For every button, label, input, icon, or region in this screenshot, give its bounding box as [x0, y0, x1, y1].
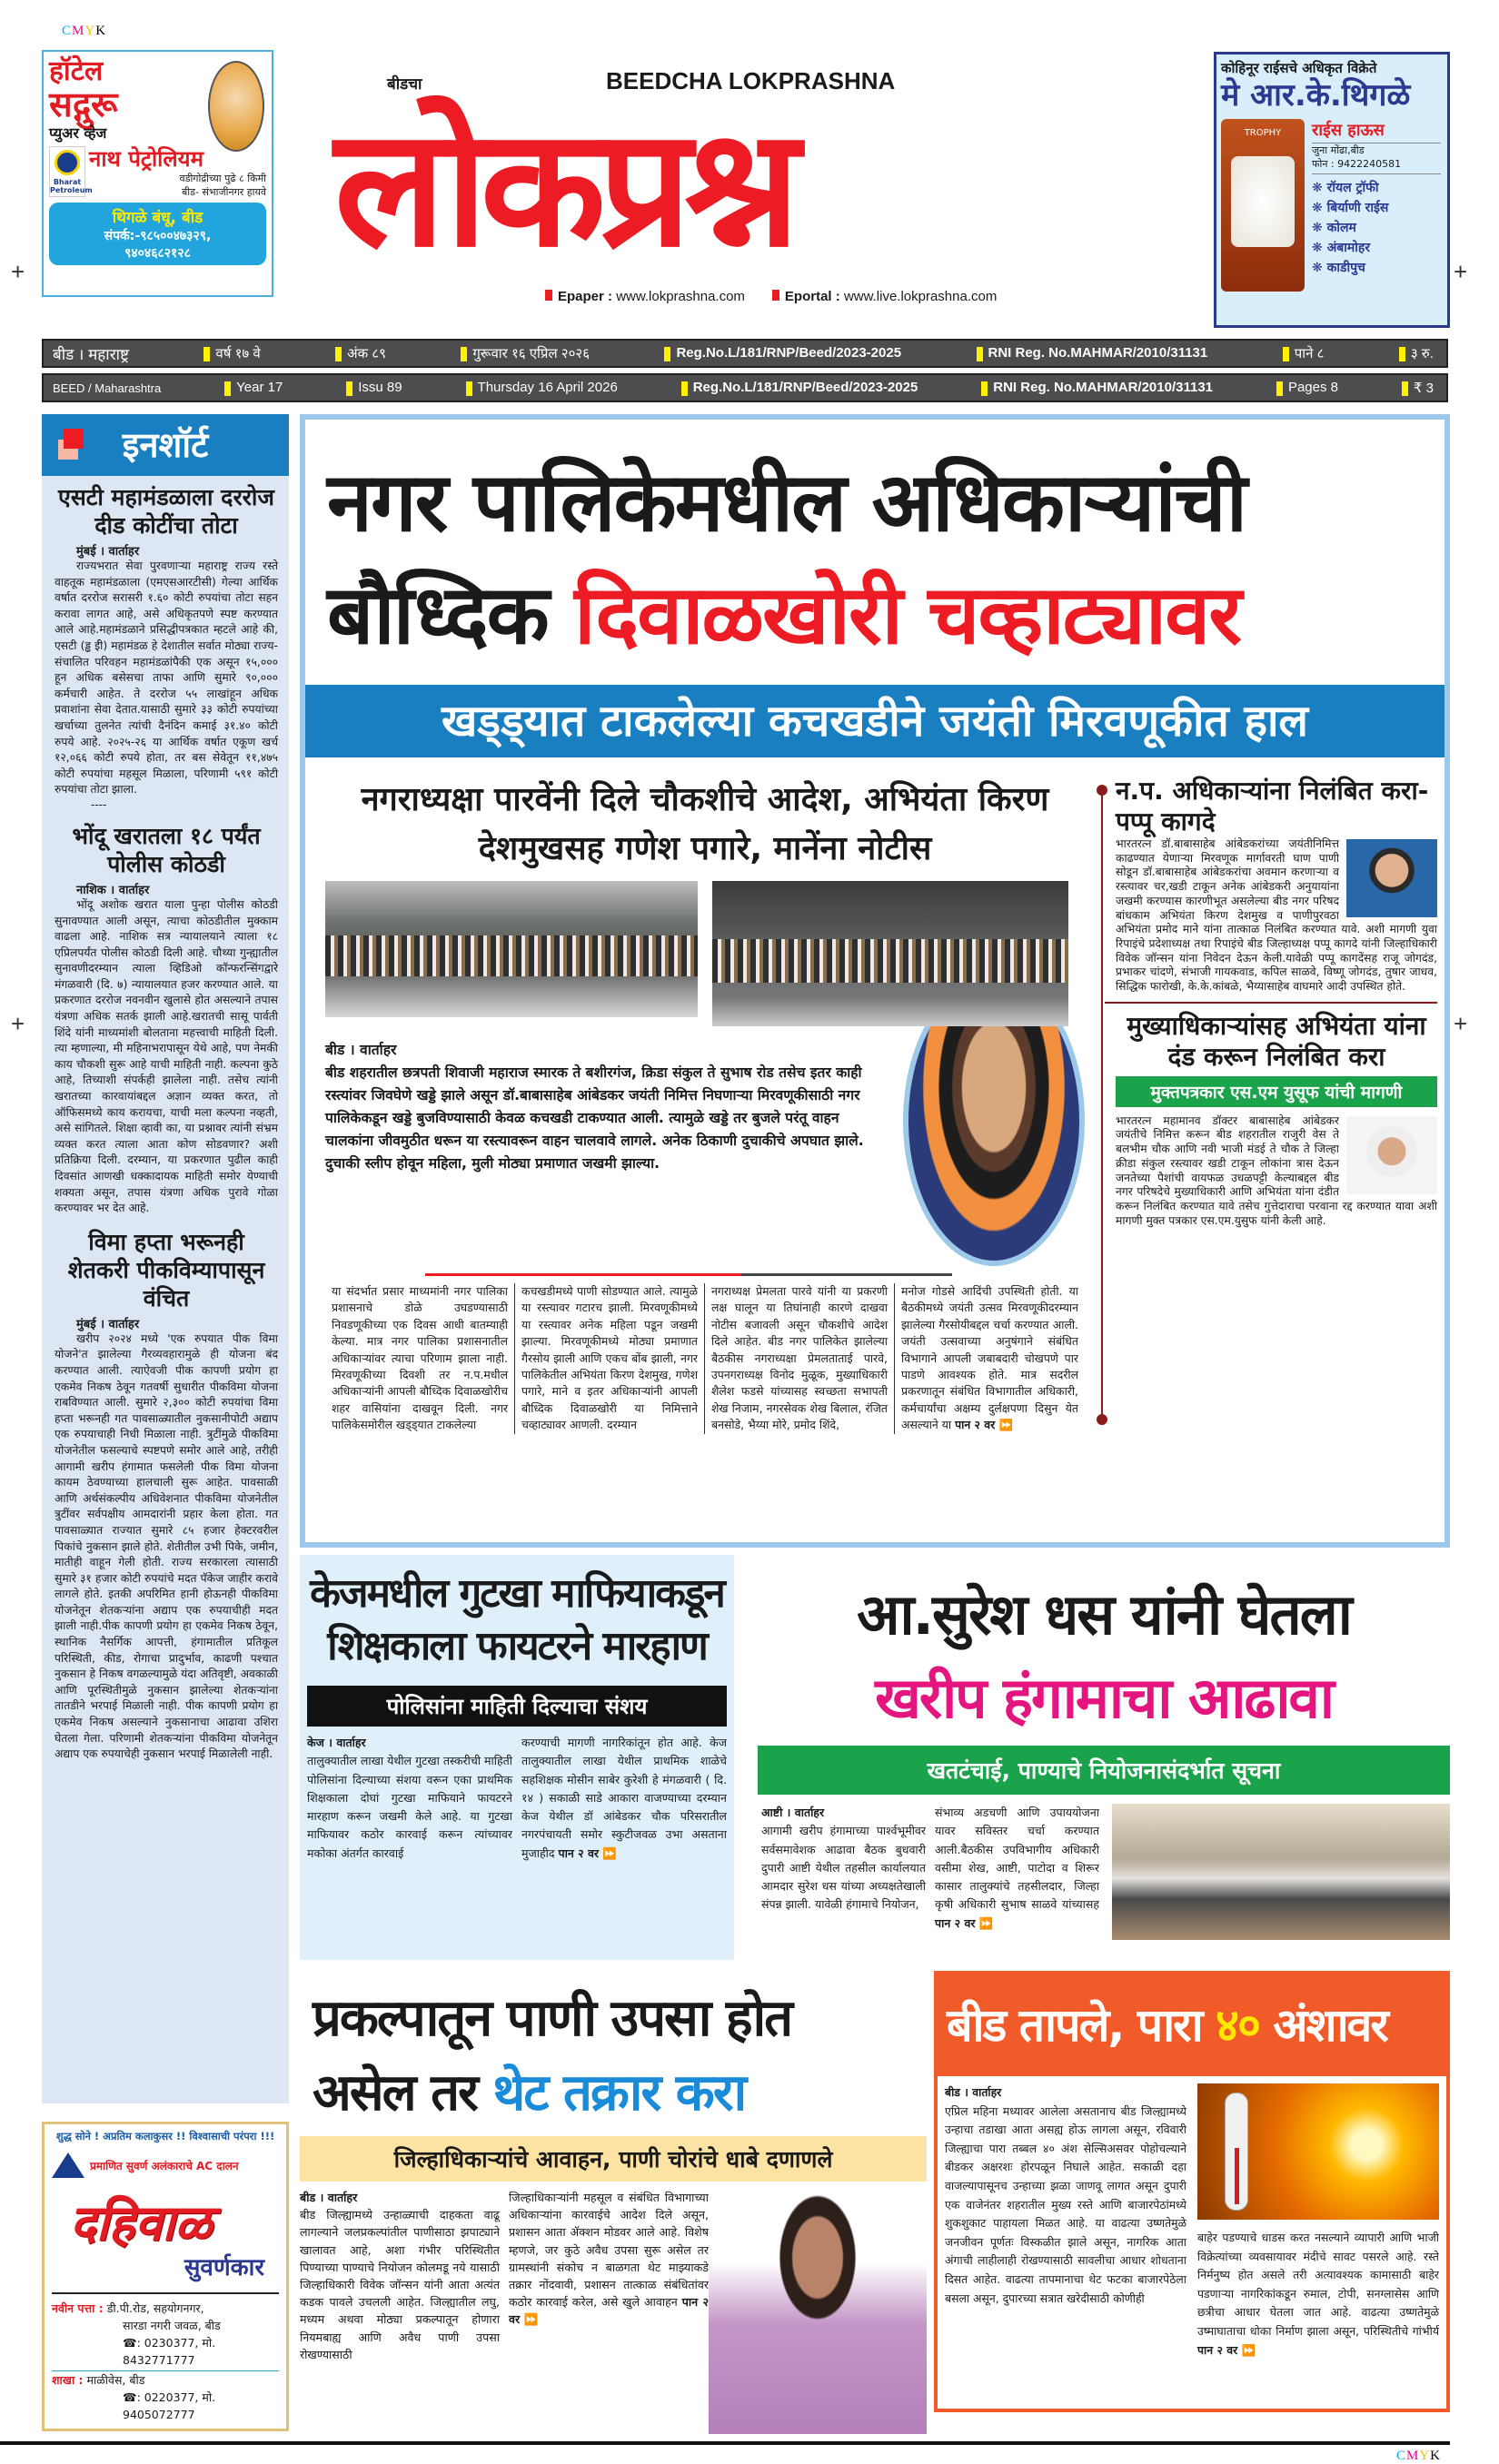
ad-text: कोहिनूर राईसचे अधिकृत विक्रेते	[1221, 60, 1377, 76]
lead-headline: नगर पालिकेमधील अधिकाऱ्यांची बौध्दिक दिवाळखोरी चव्हाट्यावर	[327, 455, 1246, 663]
dateline: बीड । वार्ताहर	[300, 2191, 358, 2204]
dateline: आष्टी । वार्ताहर	[761, 1806, 825, 1819]
cmyk-mark-bottom: CMYK	[1395, 2449, 1441, 2463]
ad-product-list: ❋ रॉयल ट्रॉफी ❋ बिर्याणी राईस ❋ कोलम ❋ अंबामोहर ❋ काडीपुच	[1312, 181, 1389, 275]
bis-logo-icon	[52, 2152, 84, 2178]
story-body: खरीप २०२४ मध्ये 'एक रुपयात पीक विमा योजने'त झालेल्या गैरव्यवहारामुळे ही योजना बंद करण्यात आली. त्याऐवजी पीक कापणी प्रयोग हा एकमेव निकष ठेवून गतवर्षी सुधारीत पीकविमा योजना राबविण्यात आली. सुमारे २,३०० कोटी रुपयांचा विमा हप्ता भरूनही गत पावसाळ्यातील नुकसानीपोटी अद्याप एक रुपयाचाही निधी मिळाला नाही. त्रुटींमुळे पीकविमा योजनेतील फसल्याचे स्पष्टपणे समोर आले आहे, तरीही आगामी खरीप हंगामात फसलेली पीक विमा योजना कायम ठेवण्याच्या हालचाली सुरू आहेत. पावसाळी आणि अर्थसंकल्पीय अधिवेशनात पीकविमा योजनेतील त्रुटींवर सर्वपक्षीय आमदारांनी प्रहार केला होता. गत पावसाळ्यात राज्यात सुमारे ८५ हजार हेक्टरवरील पिकांचे नुकसान झाले होते. शेतीतील उभी पिके, जमीन, मातीही वाहून गेली होती. राज्य सरकारला त्यासाठी सुमारे ३१ हजार कोटी रुपयांचे मदत पॅकेज जाहीर करावे लागले होते. इतकी अपरिमित हानी होऊनही पीकविमा योजनेतून शेतकऱ्यांना अद्याप एक रुपयाचीही मदत झाली नाही.पीक कापणी प्रयोग हा एकमेव निकष ठेवून, स्थानिक नैसर्गिक आपत्ती, हंगामातील प्रतिकूल परिस्थिती, कीड, रोगाचा प्रादुर्भाव, काढणी पश्चात नुकसान हे निकष वगळल्यामुळे यंदा अतिवृष्टी, अवकाळी आणि पूरस्थितीमुळे नुकसान झालेल्या शेतकऱ्यांना तातडीने भरपाई मिळाली नाही. पीक कापणी प्रयोग हा एकमेव निकष असल्याने नुकसानाचा आढावा उशिरा घेतला गेला. परिणामी शेतकऱ्यांना पीकविमा योजनेतून अद्याप एक रुपयाचेही नुकसान भरपाई मिळालेली नाही.	[55, 1331, 278, 1761]
main-area	[300, 414, 1450, 2464]
info-bar-english: BEED / Maharashtra Year 17 Issu 89 Thursday 16 April 2026 Reg.No.L/181/RNP/Beed/2023-2025 RNI Reg. No.MAHMAR/2010/31131 Pages 8 ₹ 3	[42, 373, 1448, 402]
continued-link[interactable]: पान २ वर ⏩	[955, 1418, 1013, 1432]
masthead-links	[545, 289, 997, 304]
continued-link[interactable]: पान २ वर ⏩	[1197, 2342, 1256, 2357]
lead-story[interactable]	[300, 414, 1450, 1548]
ad-address: जुना मोंढा,बीड	[1312, 144, 1365, 156]
ad-hotel-sadguru[interactable]	[42, 50, 273, 297]
thermometer-icon	[1225, 2093, 1248, 2211]
news-story[interactable]	[42, 815, 289, 1221]
registration-mark-icon: +	[11, 1010, 25, 1037]
thermometer-sun-image	[1197, 2083, 1439, 2220]
side-stories	[1097, 776, 1437, 1434]
ad-title: मे आर.के.थिगळे	[1221, 77, 1411, 114]
registration-mark-icon: +	[1454, 258, 1468, 285]
continued-link[interactable]: पान २ वर ⏩	[558, 1846, 617, 1860]
news-story[interactable]	[1097, 1011, 1437, 1229]
registration-mark-icon: +	[11, 258, 25, 285]
masthead-logo: लोकप्रश्न	[334, 94, 793, 283]
procession-photo	[712, 881, 1068, 1026]
ad-rk-thigale[interactable]	[1214, 52, 1450, 328]
ad-shop: राईस हाऊस	[1312, 119, 1441, 143]
dateline: नाशिक । वार्ताहर	[76, 883, 150, 897]
story-body: तालुक्यातील लाखा येथील गुटखा तस्करीची माहिती पोलिसांना दिल्याच्या संशया वरून एका प्राथमिक शिक्षकाला दोघां गुटखा माफियाने फायटरने मारहाण करून जखमी केले आहे. या गुटखा माफियावर कठोर कारवाई करून त्यांच्यावर मकोका अंतर्गत कारवाई	[307, 1754, 512, 1860]
separator: ----	[91, 797, 107, 811]
ad-phone: फोन : 9422240581	[1312, 157, 1441, 174]
continued-link[interactable]: पान २ वर ⏩	[509, 2295, 709, 2327]
page-bottom-rule	[0, 2441, 1450, 2445]
story-headline: विमा हप्ता भरूनही शेतकरी पीकविम्यापासून वंचित	[67, 1228, 265, 1311]
story-body: राज्यभरात सेवा पुरवणाऱ्या महाराष्ट्र राज्य रस्ते वाहतूक महामंडळाला (एमएसआरटीसी) गेल्या आर्थिक वर्षात दररोज सरासरी १.६० कोटी रुपयांचा तोटा सहन करावा लागत आहे, असे अधिकृतपणे स्पष्ट करण्यात आले आहे.महामंडळाने प्रसिद्धीपत्रकात म्हटले आहे की, एसटी (ड्ढ ईी) महामंडळ हे देशातील सर्वात मोठ्या राज्य-संचालित परिवहन महामंडळांपैकी एक असून १५,००० हून अधिक बसेसचा ताफा आणि सुमारे ९०,००० कर्मचारी आहेत. ते दररोज ५५ लाखांहून अधिक प्रवाशांना सेवा देतात.यासाठी सुमारे ३३ कोटी रुपयांच्या खर्चाच्या तुलनेत त्यांची दैनंदिन कमाई ३१.४० कोटी रुपये आहे. २०२५-२६ या आर्थिक वर्षात एकूण खर्च १२,०६६ कोटी रुपये होता, तर बस सेवेतून ११,४७५ कोटी रुपयांचा महसूल मिळाला, परिणामी ५९१ कोटी रुपयांचा तोटा झाला.	[55, 559, 278, 797]
ad-title: नाथ पेट्रोलियम	[89, 146, 204, 172]
story-body: एप्रिल महिना मध्यावर आलेला असतानाच बीड जिल्ह्यामध्ये उन्हाचा तडाखा आता असह्य होऊ लागला असून, रविवारी जिल्ह्याचा पारा तब्बल ४० अंश सेल्सिअसवर पोहोचल्याने बीडकर अक्षरशः होरपळून निघाले आहेत. सकाळी दहा वाजल्यापासूनच उन्हाच्या झळा जाणवू लागत असून दुपारी एक वाजेनंतर शहरातील मुख्य रस्ते आणि बाजारपेठांमध्ये शुकशुकाट पाहायला मिळत आहे. या वाढत्या उष्णतेमुळे जनजीवन पूर्णतः विस्कळीत झाले असून, नागरिक आता अंगाची लाहीलाही रोखण्यासाठी सावलीचा आधार शोधताना दिसत आहेत. वाढत्या तापमानाचा थेट फटका बाजारपेठेला बसला असून, दुपारच्या सत्रात खरेदीसाठी कोणीही	[945, 2103, 1186, 2305]
story-headline: प्रकल्पातून पाणी उपसा होत असेल तर थेट तक्रार करा	[313, 1989, 792, 2123]
ad-text: बीड- संभाजीनगर हायवे	[182, 186, 266, 198]
news-story-dhas[interactable]	[758, 1555, 1450, 1960]
news-story-water[interactable]	[300, 1971, 927, 2434]
story-headline: आ.सुरेश धस यांनी घेतला खरीप हंगामाचा आढावा	[857, 1581, 1351, 1731]
ad-contact-box: थिगळे बंधू, बीड संपर्क:-९८५००४७३२९, ९४०४६८२१२८	[49, 203, 266, 265]
story-headline: न.प. अधिकाऱ्यांना निलंबित करा-पप्पू कागदे	[1116, 776, 1429, 836]
lead-intro: बीड । वार्ताहर बीड शहरातील छत्रपती शिवाजी महाराज स्मारक ते बशीरगंज, क्रिडा संकुल ते सुभाष रोड तसेच इतर काही रस्त्यांवर जिवघेणे खड्डे झाले असून डॉ.बाबासाहेब आंबेडकर जयंती निमित्त निघणाऱ्या मिरवणूकीसाठी नगर पालिकेकडून खड्डे बुजविण्यासाठी केवळ कचखडी टाकण्यात आली. त्यामुळे खड्डे तर बुजले परंतू वाहन चालकांना जीवमुठीत धरून या रस्त्यावरून वाहन चालवावे लागले. अनेक ठिकाणी दुचाकीचे अपघात झाले. दुचाकी स्लीप होवून महिला, मुली मोठ्या प्रमाणात जखमी झाल्या.	[325, 1042, 864, 1172]
ad-title: दहिवाळ	[70, 2194, 213, 2251]
dateline: मुंबई । वार्ताहर	[76, 1317, 140, 1331]
eportal-link[interactable]: Eportal : www.live.lokprashna.com	[772, 289, 997, 304]
story-body: करण्याची मागणी नागरिकांतून होत आहे. केज तालुक्यातील लाखा येथील प्राथमिक शाळेचे सहशिक्षक मोसीन साबेर कुरेशी हे मंगळवारी ( दि. १४ ) सकाळी साडे आकारा वाजण्याच्या दरम्यान केज येथील डॉ आंबेडकर चौक परिसरातील नगरपंचायती समोर स्कुटीजवळ उभा असताना मुजाहीद	[521, 1736, 727, 1860]
registration-mark-icon: +	[1454, 1010, 1468, 1037]
ad-title: सद्गुरू	[49, 84, 118, 124]
inshort-column	[42, 414, 289, 2103]
ad-text: प्युअर व्हेज	[49, 124, 107, 142]
dateline: बीड । वार्ताहर	[945, 2085, 1002, 2099]
story-body: जिल्हाधिकाऱ्यांनी महसूल व संबंधित विभागाच्या अधिकाऱ्यांना कारवाईचे आदेश दिले असून, प्रशासन आता ॲक्शन मोडवर आले आहे. विशेष म्हणजे, जर कुठे अवैध उपसा सुरू असेल तर ग्रामस्थांनी संकोच न बाळगता थेट माझ्याकडे तक्रार नोंदवावी, प्रशासन तात्काळ संबंधितांवर कठोर कारवाई करेल, असे खुले आवाहन	[509, 2191, 709, 2310]
collector-portrait	[709, 2189, 927, 2434]
inshort-header: इनशॉर्ट	[42, 414, 289, 476]
masthead-english: BEEDCHA LOKPRASHNA	[606, 67, 896, 94]
story-body: भोंदू अशोक खरात याला पुन्हा पोलीस कोठडी सुनावण्यात आली असून, त्याचा कोठडीतील मुक्काम वाढला आहे. नाशिक सत्र न्यायालयाने त्याला १८ एप्रिलपर्यंत पोलीस कोठडी दिली आहे. चौथ्या गुन्ह्यातील सुनावणीदरम्यान त्याला व्हिडिओ कॉन्फरन्सिंगद्वारे मंगळवारी (दि. ७) न्यायालयात हजर करण्यात आले. या प्रकरणात दररोज नवनवीन खुलासे होत असल्याने तपास यंत्रणा अधिक सतर्क झाली आहे.खरातची सासू पार्वती शिंदे यांनी माध्यमांशी बोलताना महत्त्वाची माहिती दिली. त्या म्हणाल्या, मी महिनाभरापासून येथे आहे, पण नेमकी काय चौकशी सुरू आहे याची माहिती नाही. कल्पना कुठे आहे, तिच्याशी संपर्कही झालेला नाही. तसेच त्यांनी खरातच्या कारवायांबद्दल अज्ञान व्यक्त करत, तो ऑफिसमध्ये काय करायचा, याची मला कल्पना नव्हती, असे सांगितले. शिक्षा व्हावी का, या प्रश्नावर त्यांनी संभ्रम व्यक्त करत त्याला आता कोण सोडवणार? अशी प्रतिक्रिया दिली. दरम्यान, या प्रकरणात पुढील काही दिवसांत आणखी धक्कादायक माहिती समोर येण्याची शक्यता असून, तपास यंत्रणा अधिक पुरावे गोळा करण्यावर भर देत आहे.	[55, 897, 278, 1215]
cmyk-mark: CMYK	[62, 24, 107, 38]
news-story[interactable]	[1097, 776, 1437, 995]
portrait-image	[208, 61, 264, 152]
ad-text: वडीगोद्रीच्या पुढे ८ किमी	[179, 173, 266, 184]
story-body: भारतरत्न महामानव डॉक्टर बाबासाहेब आंबेडकर जयंतीचे निमित्त करून बीड शहरातील राजुरी वेस ते बलभीम चौक आणि नवी भाजी मंडई ते चौक ते जिल्हा क्रीडा संकुल रस्त्यावर खडी टाकून लोकांना त्रास देऊन जनतेच्या पैशांची वायफळ उधळपट्टी केल्याबद्दल बीड नगर परिषदेचे मुख्याधिकारी आणि अभियंता यांना दंडीत करून निलंबित करण्यात यावे तसेच गुत्तेदाराचा परवाना रद्द करण्यात यावा अशी मागणी मुक्त पत्रकार एस.एम.युसुफ यांनी केली आहे.	[1116, 1113, 1437, 1227]
portrait-image	[1346, 839, 1437, 917]
story-headline: मुख्याधिकाऱ्यांसह अभियंता यांना दंड करून निलंबित करा	[1127, 1010, 1426, 1072]
meeting-photo	[1112, 1804, 1450, 1940]
continued-link[interactable]: पान २ वर ⏩	[935, 1915, 994, 1930]
epaper-link[interactable]: Epaper : www.lokprashna.com	[545, 289, 745, 304]
story-body: आगामी खरीप हंगामाच्या पार्श्वभूमीवर सर्वसमावेशक आढावा बैठक बुधवारी दुपारी आष्टी येथील तहसील कार्यालयात आमदार सुरेश धस यांच्या अध्यक्षतेखाली संपन्न झाली. यावेळी हंगामाचे नियोजन,	[761, 1824, 926, 1912]
news-story-heat[interactable]	[934, 1971, 1450, 2412]
masthead-prefix: बीडचा	[387, 75, 422, 94]
ad-text: शुद्ध सोने ! अप्रतिम कलाकुसर !! विश्वासाची परंपरा !!!	[55, 2130, 275, 2142]
story-headline: भोंदू खरातला १८ पर्यंत पोलीस कोठडी	[72, 822, 261, 877]
story-body: भारतरत्न डॉ.बाबासाहेब आंबेडकरांच्या जयंतीनिमित्त काढण्यात येणाऱ्या मिरवणूक मार्गावरती घाण पाणी सोडून डॉ.बाबासाहेब आंबेडकरांचा अवमान करणाऱ्या व रस्त्यावर चर,खडी टाकून अनेक आंबेडकरी अनुयायांना जखमी करण्यास कारणीभूत असलेल्या बीड नगर परिषद बांधकाम अभियंता किरण देशमुख व पाणीपुरवठा अभियंता प्रमोद माने यांना तात्काळ निलंबित करण्यात यावे. अशी मागणी युवा रिपाइंचे प्रदेशाध्यक्ष तथा रिपाइंचे बीड जिल्हाध्यक्ष पप्पू कागदे यांनी जिल्हाधिकारी विवेक जॉन्सन यांना निवेदन देऊन केली.यावेळी पप्पू कागदेंसह राजू जोगदंड, प्रभाकर चांदणे, संभाजी गायकवाड, कपिल साळवे, विष्णू जोगदंड, तुषार जाधव, सिद्धिक फारोखी, के.के.कांबळे, भैय्यासाहेब वाघमारे आदी उपस्थित होते.	[1116, 837, 1437, 994]
story-body: बाहेर पडण्याचे धाडस करत नसल्याने व्यापारी आणि भाजी विक्रेत्यांच्या व्यवसायावर मंदीचे सावट पसरले आहे. रस्ते निर्मनुष्य होत असले तरी अत्यावश्यक कामासाठी बाहेर पडणाऱ्या नागरिकांकडून रुमाल, टोपी, सनग्लासेस आणि छत्रीचा आधार घेतला जात आहे. वाढत्या उष्णतेमुळे उष्माघाताचा धोका निर्माण झाला असून, परिस्थितीचे गांभीर्य	[1197, 2231, 1439, 2338]
news-story[interactable]	[42, 476, 289, 815]
ad-dahiwal-jewellers[interactable]	[42, 2122, 289, 2431]
ad-subtitle: सुवर्णकार	[184, 2254, 264, 2281]
ad-address: नवीन पत्ता : डी.पी.रोड, सहयोगनगर, सारडा नगरी जवळ, बीड ☎: 0230377, मो. 8432771777 शाखा : माळीवेस, बीड ☎: 0220377, मो. 9405072777	[52, 2292, 279, 2423]
info-bar-marathi: बीड । महाराष्ट्र वर्ष १७ वे अंक ८९ गुरूवार १६ एप्रिल २०२६ Reg.No.L/181/RNP/Beed/2023-2025 RNI Reg. No.MAHMAR/2010/31131 पाने ८ ३ रु.	[42, 339, 1448, 368]
dateline: मुंबई । वार्ताहर	[76, 545, 140, 559]
rice-bag-image: TROPHY	[1221, 119, 1305, 292]
news-story[interactable]	[42, 1221, 289, 1766]
story-tagline: खतटंचाई, पाण्याचे नियोजनासंदर्भात सूचना	[758, 1746, 1450, 1795]
news-story-kej[interactable]	[300, 1555, 734, 1960]
lead-banner: खड्ड्यात टाकलेल्या कचखडीने जयंती मिरवणूकीत हाल	[305, 685, 1444, 757]
sub-headline: नगराध्यक्षा पारवेंनी दिले चौकशीचे आदेश, अभियंता किरण देशमुखसह गणेश पगारे, मानेंना नोटीस	[361, 781, 1049, 867]
story-headline: बीड तापले, पारा ४० अंशावर	[938, 1974, 1446, 2076]
story-headline: एसटी महामंडळाला दररोज दीड कोटींचा तोटा	[58, 484, 274, 539]
story-tagline: मुक्तपत्रकार एस.एम युसूफ यांची मागणी	[1116, 1076, 1437, 1107]
story-body: संभाव्य अडचणी आणि उपाययोजना यावर सविस्तर चर्चा करण्यात आली.बैठकीस उपविभागीय अधिकारी वसीमा शेख, आष्टी, पाटोदा व शिरूर कासार तालुक्यांचे तहसीलदार, जिल्हा कृषी अधिकारी सुभाष साळवे यांच्यासह	[935, 1806, 1099, 1912]
story-tagline: जिल्हाधिकाऱ्यांचे आवाहन, पाणी चोरांचे धाबे दणाणले	[300, 2136, 927, 2182]
lead-columns: या संदर्भात प्रसार माध्यमांनी नगर पालिका प्रशासनाचे डोळे उघडण्यासाठी निवडणूकीच्या एक दिवस आधी बातम्याही केल्या. मात्र नगर पालिका प्रशासनातील अधिकाऱ्यांवर त्याचा परिणाम झाला नाही. मिरवणूकीच्या दिवशी तर न.प.मधील अधिकाऱ्यांनी आपली बौध्दिक दिवाळखोरीच शहर वासियांना दाखवून दिली. नगर पालिकेसमोरील खड्ड्यात टाकलेल्या कचखडीमध्ये पाणी सोडण्यात आले. त्यामुळे या रस्त्यावर गटारच झाली. मिरवणूकीमध्ये या रस्त्यावर अनेक महिला पडून जखमी झाल्या. मिरवणूकीमध्ये मोठ्या प्रमाणात गैरसोय झाली आणि एकच बोंब झाली, नगर पालिकेतील अभियंता किरण देशमुख, गणेश पगारे, माने व इतर अधिकाऱ्यांनी आपली बौध्दिक दिवाळखोरी या निमित्ताने चव्हाट्यावर आणली. दरम्यान नगराध्यक्ष प्रेमलता पारवे यांनी या प्रकरणी लक्ष घालून या तिघांनाही कारणे दाखवा नोटीस बजावली असून चौकशीचे आदेश दिले आहेत. बीड नगर पालिकेत झालेल्या बैठकीस नगराध्यक्षा प्रेमलताताई पारवे, उपनगराध्यक्ष विनोद मुळूक, मुख्याधिकारी शैलेश फडसे यांच्यासह स्वच्छता सभापती शेख निजाम, नगरसेवक शेख बिलाल, रंजित बनसोडे, भैय्या मोरे, प्रमोद शिंदे, मनोज गोडसे आदिंची उपस्थिती होती. या बैठकीमध्ये जयंती उत्सव मिरवणूकीदरम्यान झालेल्या गैरसोयीबद्दल चर्चा करण्यात आली. जयंती उत्सवाच्या अनुषंगाने संबंधित विभागाने आपली जबाबदारी चोखपणे पार पाडणे आवश्यक होते. मात्र सदरील प्रकरणातून संबंधित विभागातील अधिकारी, कर्मचार्यांचा अक्षम्य दुर्लक्षपणा दिसुन येत असल्याने या पान २ वर ⏩	[325, 1283, 1085, 1434]
procession-photo	[325, 881, 698, 1017]
dateline: केज । वार्ताहर	[307, 1736, 366, 1749]
divider	[425, 1273, 952, 1276]
bharat-petroleum-logo: Bharat Petroleum	[49, 146, 85, 197]
ad-text: प्रमाणित सुवर्ण अलंकाराचे AC दालन	[90, 2159, 239, 2172]
story-tagline: पोलिसांना माहिती दिल्याचा संशय	[307, 1686, 727, 1727]
left-column	[42, 414, 289, 2431]
story-headline: केजमधील गुटखा माफियाकडून शिक्षकाला फायटरने मारहाण	[310, 1570, 724, 1669]
ad-text: हॉटेल	[49, 55, 104, 87]
story-body: बीड जिल्ह्यामध्ये उन्हाळ्याची दाहकता वाढू लागल्याने जलप्रकल्पांतील पाणीसाठा झपाट्याने खालावत आहे, अशा गंभीर परिस्थितीत पिण्याच्या पाण्याचे नियोजन कोलमडू नये यासाठी जिल्हाधिकारी विवेक जॉन्सन यांनी आता अत्यंत कडक पावले उचलली आहेत. जिल्ह्यातील लघु, मध्यम अथवा मोठ्या प्रकल्पातून होणारा नियमबाह्य आणि अवैध पाणी उपसा रोखण्यासाठी	[300, 2208, 500, 2361]
portrait-image	[1346, 1116, 1437, 1194]
